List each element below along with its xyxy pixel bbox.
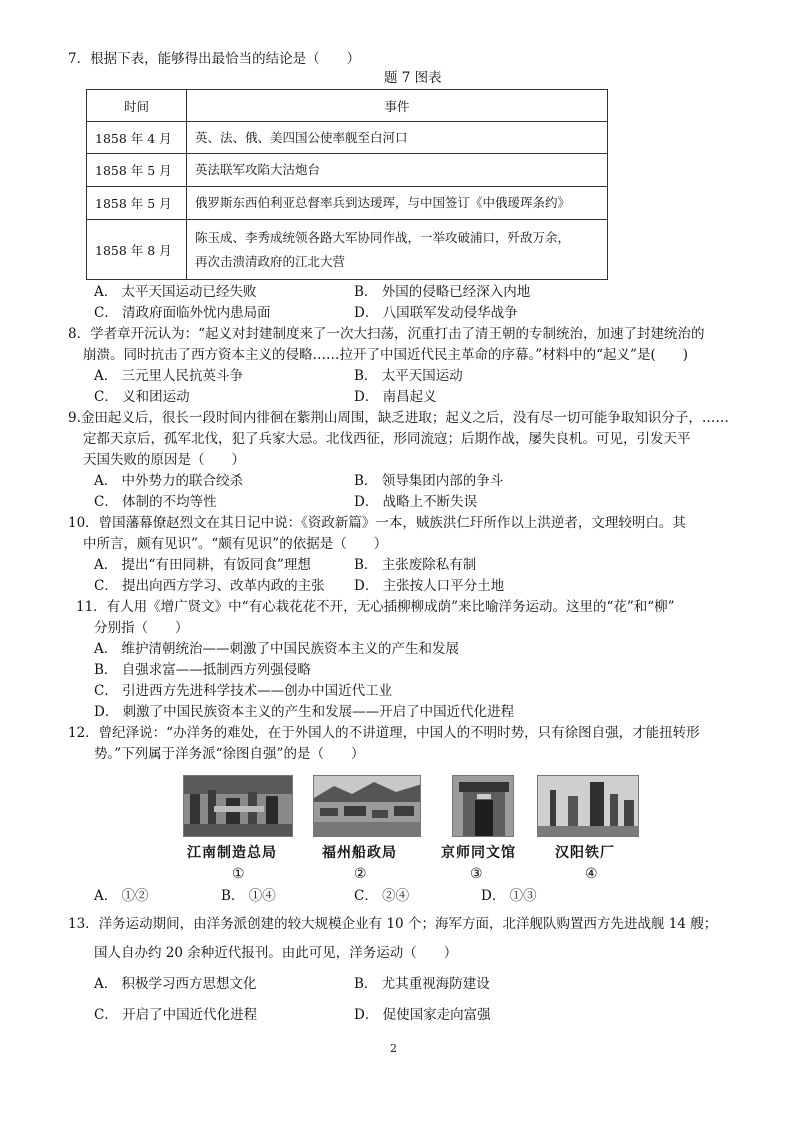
q10-option-c[interactable]: C． 提出向西方学习、改革内政的主张: [94, 578, 325, 594]
q9-option-a[interactable]: A． 中外势力的联合绞杀: [94, 473, 244, 489]
q7-option-a[interactable]: A． 太平天国运动已经失败: [94, 284, 257, 300]
q8-option-d[interactable]: D． 南昌起义: [354, 389, 437, 405]
table-cell-time: 1858 年 8 月: [87, 220, 187, 280]
table-header-event: 事件: [187, 90, 608, 122]
page-number: 2: [390, 1042, 397, 1055]
q9-stem-line1: 9.金田起义后，很长一段时间内徘徊在紫荆山周围，缺乏进取；起义之后，没有尽一切可能争取知识分子，……: [68, 410, 729, 426]
q7-table-title: 题 7 图表: [384, 70, 442, 86]
q8-option-c[interactable]: C． 义和团运动: [94, 389, 190, 405]
q10-option-a[interactable]: A． 提出“有田同耕，有饭同食”理想: [94, 557, 311, 573]
q12-stem-line1: 12．曾纪泽说：“办洋务的难处，在于外国人的不讲道理，中国人的不明时势，只有徐图自强，才能扭转形: [68, 725, 700, 741]
image-number-3: ③: [470, 866, 483, 882]
table-header-row: [87, 90, 608, 122]
q11-option-c[interactable]: C． 引进西方先进科学技术——创办中国近代工业: [94, 683, 393, 699]
table-cell-event: 英法联军攻陷大沽炮台: [187, 154, 608, 187]
q12-option-c[interactable]: C． ②④: [354, 888, 410, 904]
caption-hanyang: 汉阳铁厂: [555, 845, 615, 861]
image-number-1: ①: [232, 866, 245, 882]
q7-table: [86, 89, 608, 280]
table-cell-time: 1858 年 4 月: [87, 122, 187, 154]
fuzhou-navy-yard-photo: [313, 775, 421, 837]
q11-stem-line2: 分别指（ ）: [94, 620, 189, 636]
q8-stem-line2: 崩溃。同时抗击了西方资本主义的侵略……拉开了中国近代民主革命的序幕。”材料中的“起义”是( ): [83, 347, 688, 363]
q8-option-a[interactable]: A． 三元里人民抗英斗争: [94, 368, 244, 384]
q11-option-b[interactable]: B． 自强求富——抵制西方列强侵略: [94, 662, 311, 678]
table-row: [87, 154, 608, 187]
q10-option-b[interactable]: B． 主张废除私有制: [354, 557, 477, 573]
table-cell-event-line1: 陈玉成、李秀成统领各路大军协同作战，一举攻破浦口，歼敌万余，: [195, 229, 571, 245]
q11-stem-line1: 11．有人用《增广贤文》中“有心栽花花不开，无心插柳柳成荫”来比喻洋务运动。这里的“花”和“柳”: [76, 599, 675, 615]
q8-stem-line1: 8．学者章开沅认为：“起义对封建制度来了一次大扫荡，沉重打击了清王朝的专制统治，加速了封建统治的: [68, 326, 705, 342]
caption-jiangnan: 江南制造总局: [187, 845, 277, 861]
table-cell-time: 1858 年 5 月: [87, 154, 187, 187]
q12-option-b[interactable]: B． ①④: [221, 888, 276, 904]
table-row: [87, 122, 608, 154]
q7-option-b[interactable]: B． 外国的侵略已经深入内地: [354, 284, 531, 300]
table-row: [87, 220, 608, 280]
table-cell-time: 1858 年 5 月: [87, 187, 187, 220]
table-cell-event: 俄罗斯东西伯利亚总督率兵到达瑷珲，与中国签订《中俄瑷珲条约》: [187, 187, 608, 220]
caption-fuzhou: 福州船政局: [322, 845, 397, 861]
q12-option-a[interactable]: A． ①②: [94, 888, 149, 904]
q13-option-a[interactable]: A． 积极学习西方思想文化: [94, 976, 257, 992]
table-cell-event: [187, 220, 608, 280]
q11-option-a[interactable]: A． 维护清朝统治——刺激了中国民族资本主义的产生和发展: [94, 641, 460, 657]
q10-stem-line1: 10．曾国藩幕僚赵烈文在其日记中说：《资政新篇》一本，贼族洪仁玕所作以上洪逆者，文理较明白。其: [68, 515, 686, 531]
q7-stem: 7．根据下表，能够得出最恰当的结论是（ ）: [68, 51, 361, 67]
q9-option-b[interactable]: B． 领导集团内部的争斗: [354, 473, 504, 489]
table-header-time: 时间: [87, 90, 187, 122]
table-cell-event-line2: 再次击溃清政府的江北大营: [195, 253, 346, 269]
hanyang-iron-works-photo: [537, 775, 639, 837]
q8-option-b[interactable]: B． 太平天国运动: [354, 368, 463, 384]
q9-stem-line3: 天国失败的原因是（ ）: [83, 452, 245, 468]
q13-option-d[interactable]: D． 促使国家走向富强: [354, 1007, 491, 1023]
q12-option-d[interactable]: D． ①③: [481, 888, 537, 904]
q9-option-d[interactable]: D． 战略上不断失误: [354, 494, 478, 510]
jiangnan-arsenal-photo: [183, 775, 293, 837]
table-row: [87, 187, 608, 220]
image-number-2: ②: [354, 866, 367, 882]
tongwen-guan-photo: [452, 775, 514, 837]
q10-option-d[interactable]: D． 主张按人口平分土地: [354, 578, 505, 594]
image-number-4: ④: [585, 866, 598, 882]
q13-option-b[interactable]: B． 尤其重视海防建设: [354, 976, 490, 992]
q13-stem-line2: 国人自办约 20 余种近代报刊。由此可见，洋务运动（ ）: [94, 945, 458, 961]
table-cell-event: 英、法、俄、美四国公使率舰至白河口: [187, 122, 608, 154]
q7-option-d[interactable]: D． 八国联军发动侵华战争: [354, 305, 518, 321]
q12-stem-line2: 势。”下列属于洋务派“徐图自强”的是（ ）: [94, 746, 365, 762]
q9-option-c[interactable]: C． 体制的不均等性: [94, 494, 217, 510]
q13-option-c[interactable]: C． 开启了中国近代化进程: [94, 1007, 258, 1023]
caption-tongwen: 京师同文馆: [441, 845, 516, 861]
q10-stem-line2: 中所言，颇有见识”。“颇有见识”的依据是（ ）: [83, 536, 388, 552]
q7-option-c[interactable]: C． 清政府面临外忧内患局面: [94, 305, 271, 321]
q11-option-d[interactable]: D． 刺激了中国民族资本主义的产生和发展——开启了中国近代化进程: [94, 704, 515, 720]
q9-stem-line2: 定都天京后，孤军北伐，犯了兵家大忌。北伐西征，形同流寇；后期作战，屡失良机。可见，引发天平: [83, 431, 691, 447]
q13-stem-line1: 13．洋务运动期间，由洋务派创建的较大规模企业有 10 个；海军方面，北洋舰队购置西方先进战舰 14 艘；: [68, 916, 718, 932]
